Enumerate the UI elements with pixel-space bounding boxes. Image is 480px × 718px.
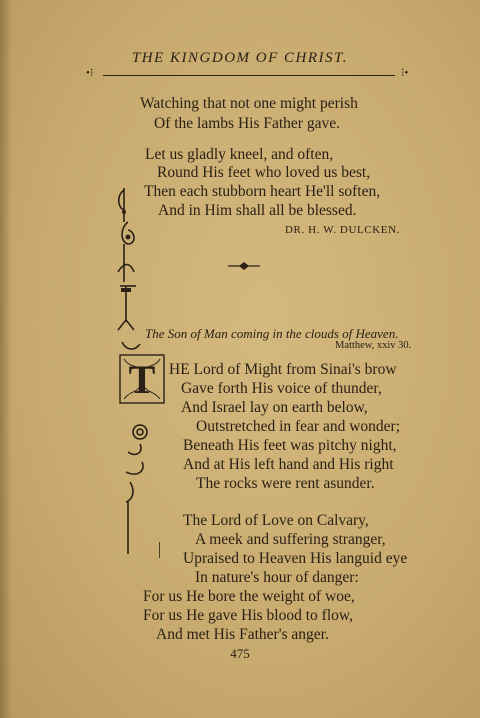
poem2-line: The rocks were rent asunder.: [196, 475, 375, 492]
poem2-line: Beneath His feet was pitchy night,: [183, 437, 397, 454]
poem2-line: Upraised to Heaven His languid eye: [183, 550, 408, 567]
scripture-citation: Matthew, xxiv 30.: [335, 340, 412, 351]
rule-ornament-left-icon: •⁝: [86, 67, 94, 79]
poem2-line: Gave forth His voice of thunder,: [181, 380, 382, 397]
poem2-line: And met His Father's anger.: [156, 626, 329, 643]
poem2-line: HE Lord of Might from Sinai's brow: [169, 361, 397, 378]
poem2-line: In nature's hour of danger:: [195, 569, 359, 586]
poem2-line: And at His left hand and His right: [183, 456, 394, 473]
page-number: 475: [230, 646, 250, 661]
header-rule: [103, 75, 395, 76]
drop-cap-t: [118, 353, 166, 405]
scripture-reference-title: The Son of Man coming in the clouds of Heaven.: [145, 326, 399, 341]
poem2-line: For us He bore the weight of woe,: [143, 588, 355, 605]
poem2-line: For us He gave His blood to flow,: [143, 607, 353, 624]
poem1-line: Watching that not one might perish: [140, 95, 358, 112]
poem1-line: Then each stubborn heart He'll soften,: [144, 183, 381, 200]
poem2-line: And Israel lay on earth below,: [181, 399, 368, 416]
poem1-line: And in Him shall all be blessed.: [158, 202, 357, 219]
poem1-author: DR. H. W. DULCKEN.: [285, 224, 400, 236]
poem2-line: Outstretched in fear and wonder;: [196, 418, 401, 435]
rule-ornament-right-icon: ⁝•: [401, 67, 409, 79]
poem2-line: The Lord of Love on Calvary,: [183, 512, 369, 529]
section-separator-icon: [226, 259, 262, 273]
running-header: THE KINGDOM OF CHRIST.: [131, 50, 349, 66]
poem1-line: Round His feet who loved us best,: [157, 164, 371, 181]
poem2-line: A meek and suffering stranger,: [195, 531, 386, 548]
poem1-line: Let us gladly kneel, and often,: [145, 146, 334, 163]
binding-shadow: [0, 0, 12, 718]
drop-cap-letter: T: [128, 357, 156, 402]
poem1-line: Of the lambs His Father gave.: [154, 115, 340, 132]
